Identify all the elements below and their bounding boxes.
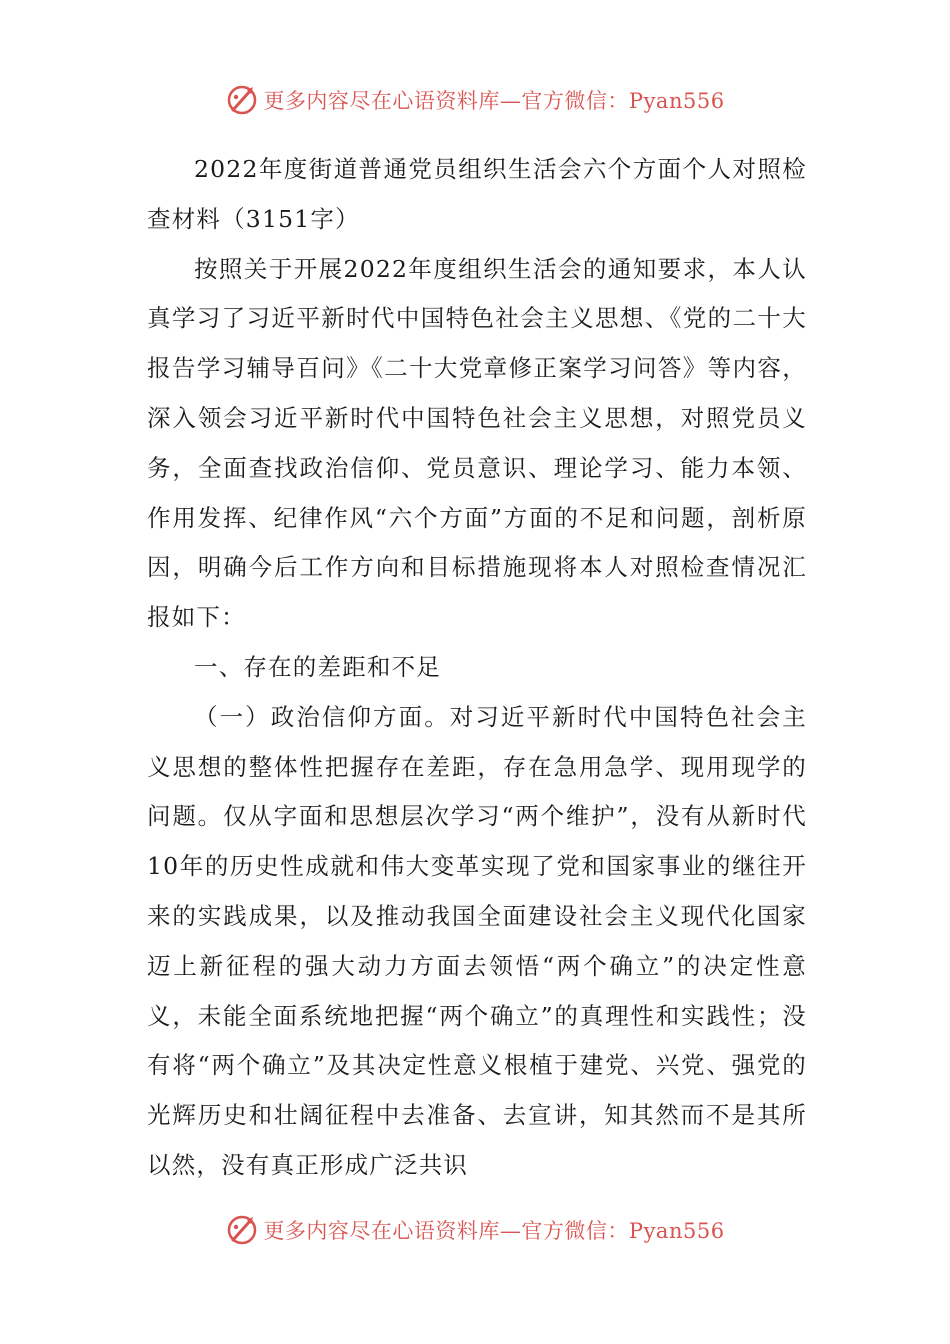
section-heading: 一、存在的差距和不足 [194, 652, 441, 681]
document-body [147, 145, 807, 1191]
paragraph-intro: 按照关于开展2022年度组织生活会的通知要求，本人认真学习了习近平新时代中国特色社会主义思想、《党的二十大报告学习辅导百问》《二十大党章修正案学习问答》等内容，深入领会习近平新时代中国特色社会主义思想，对照党员义务，全面查找政治信仰、党员意识、理论学习、能力本领、作用发挥、纪律作风“六个方面”方面的不足和问题，剖析原因，明确今后工作方向和目标措施现将本人对照检查情况汇报如下： [147, 254, 807, 632]
footer-watermark-banner [0, 1210, 950, 1250]
banner-text: 更多内容尽在心语资料库—官方微信：Pyan556 [263, 89, 725, 113]
document-title: 2022年度街道普通党员组织生活会六个方面个人对照检查材料（3151字） [147, 155, 807, 233]
header-watermark-banner [0, 80, 950, 120]
pen-circle-icon [225, 1213, 259, 1247]
pen-circle-icon [225, 83, 259, 117]
paragraph-political-belief: （一）政治信仰方面。对习近平新时代中国特色社会主义思想的整体性把握存在差距，存在急用急学、现用现学的问题。仅从字面和思想层次学习“两个维护”，没有从新时代10年的历史性成就和伟大变革实现了党和国家事业的继往开来的实践成果，以及推动我国全面建设社会主义现代化国家迈上新征程的强大动力方面去领悟“两个确立”的决定性意义，未能全面系统地把握“两个确立”的真理性和实践性；没有将“两个确立”及其决定性意义根植于建党、兴党、强党的光辉历史和壮阔征程中去准备、去宣讲，知其然而不是其所以然，没有真正形成广泛共识 [147, 702, 807, 1179]
banner-text: 更多内容尽在心语资料库—官方微信：Pyan556 [263, 1219, 725, 1243]
